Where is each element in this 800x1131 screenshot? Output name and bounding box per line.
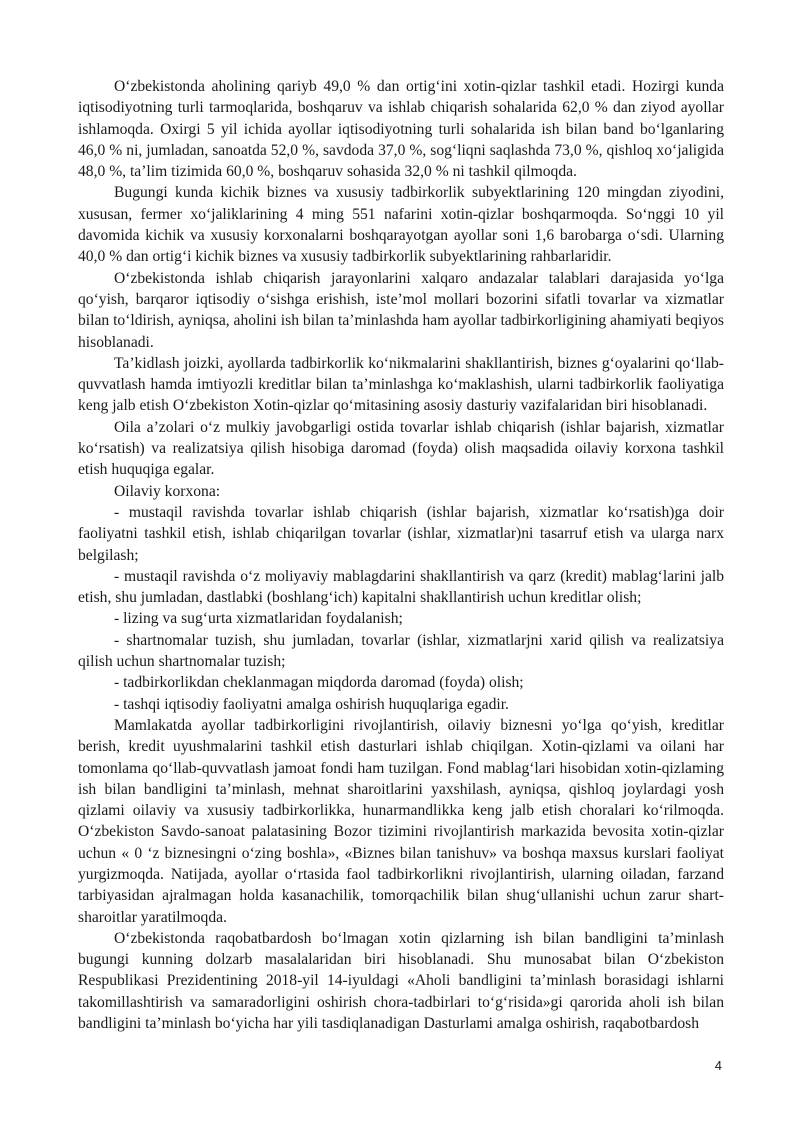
paragraph: Ta’kidlash joizki, ayollarda tadbirkorlik ko‘nikmalarini shakllantirish, biznes g‘oyalarini qo‘llab-quvvatlash hamda imtiyozli kreditlar bilan ta’minlashga ko‘maklashish, ularni tadbirkorlik faoliyatiga keng jalb etish O‘zbekiston Xotin-qizlar qo‘mitasining asosiy dasturiy vazifalaridan biri hisoblanadi. xyxy=(78,354,724,415)
paragraph: Oilaviy korxona: xyxy=(114,482,221,500)
list-item: - mustaqil ravishda tovarlar ishlab chiqarish (ishlar bajarish, xizmatlar ko‘rsatish)ga doir faoliyatni tashkil etish, ishlab chiqarilgan tovarlar (ishlar, xizmatlar)ni tasarruf etish va ularga narx belgilash; xyxy=(78,503,724,564)
list-item: - shartnomalar tuzish, shu jumladan, tovarlar (ishlar, xizmatlarjni xarid qilish va realizatsiya qilish uchun shartnomalar tuzish; xyxy=(78,631,724,671)
paragraph: O‘zbekistonda aholining qariyb 49,0 % dan ortig‘ini xotin-qizlar tashkil etadi. Hozirgi kunda iqtisodiyotning turli tarmoqlarida, boshqaruv va ishlab chiqarish sohalarida 62,0 % dan ziyod ayollar ishlamoqda. Oxirgi 5 yil ichida ayollar iqtisodiyotning turli sohalarida ish bilan band bo‘lganlaring 46,0 % ni, jumladan, sanoatda 52,0 %, savdoda 37,0 %, sog‘liqni saqlashda 73,0 %, qishloq xo‘jaligida 48,0 %, ta’lim tizimida 60,0 %, boshqaruv sohasida 32,0 % ni tashkil qilmoqda. xyxy=(78,78,724,181)
paragraph: Oila a’zolari o‘z mulkiy javobgarligi ostida tovarlar ishlab chiqarish (ishlar bajarish, xizmatlar ko‘rsatish) va realizatsiya qilish hisobiga daromad (foyda) olish maqsadida oilaviy korxona tashkil etish huquqiga egalar. xyxy=(78,418,724,479)
page-number: 4 xyxy=(714,1058,722,1073)
paragraph: O‘zbekistonda ishlab chiqarish jarayonlarini xalqaro andazalar talablari darajasida yo‘lga qo‘yish, barqaror iqtisodiy o‘sishga erishish, iste’mol mollari bozorini sifatli tovarlar va xizmatlar bilan to‘ldirish, ayniqsa, aholini ish bilan ta’minlashda ham ayollar tadbirkorligining ahamiyati beqiyos hisoblanadi. xyxy=(78,269,724,351)
list-item: - tadbirkorlikdan cheklanmagan miqdorda daromad (foyda) olish; xyxy=(114,674,524,692)
paragraph: Bugungi kunda kichik biznes va xususiy tadbirkorlik subyektlarining 120 mingdan ziyodini, xususan, fermer xo‘jaliklarining 4 ming 551 nafarini xotin-qizlar boshqarmoqda. So‘nggi 10 yil davomida kichik va xususiy korxonalarni boshqarayotgan ayollar soni 1,6 barobarga o‘sdi. Ularning 40,0 % dan ortig‘i kichik biznes va xususiy tadbirkorlik subyektlarining rahbarlaridir. xyxy=(78,184,724,266)
document-body xyxy=(78,76,724,1034)
list-item: - mustaqil ravishda o‘z moliyaviy mablagdarini shakllantirish va qarz (kredit) mablag‘larini jalb etish, shu jumladan, dastlabki (boshlang‘ich) kapitalni shakllantirish uchun kreditlar olish; xyxy=(78,567,724,607)
paragraph: Mamlakatda ayollar tadbirkorligini rivojlantirish, oilaviy biznesni yo‘lga qo‘yish, kreditlar berish, kredit uyushmalarini tashkil etish dasturlari ishlab chiqilgan. Xotin-qizlami va oilani har tomonlama qo‘llab-quvvatlash jamoat fondi ham tuzilgan. Fond mablag‘lari hisobidan xotin-qizlaming ish bilan bandligini ta’minlash, mehnat sharoitlarini yaxshilash, ayniqsa, qishloq joylardagi yosh qizlami oilaviy va xususiy tadbirkorlikka, hunarmandlikka keng jalb etish choralari ko‘rilmoqda. O‘zbekiston Savdo-sanoat palatasining Bozor tizimini rivojlantirish markazida bevosita xotin-qizlar uchun « 0 ‘z biznesingni o‘zing boshla», «Biznes bilan tanishuv» va boshqa maxsus kurslari faoliyat yurgizmoqda. Natijada, ayollar o‘rtasida faol tadbirkorlikni rivojlantirish, ularning oiladan, farzand tarbiyasidan ajralmagan holda kasanachilik, tomorqachilik bilan shug‘ullanishi uchun zarur shart-sharoitlar yaratilmoqda. xyxy=(78,716,724,926)
paragraph: O‘zbekistonda raqobatbardosh bo‘lmagan xotin qizlarning ish bilan bandligini ta’minlash bugungi kunning dolzarb masalalaridan biri hisoblanadi. Shu munosabat bilan O‘zbekiston Respublikasi Prezidentining 2018-yil 14-iyuldagi «Aholi bandligini ta’minlash borasidagi ishlarni takomillashtirish va samaradorligini oshirish chora-tadbirlari to‘g‘risida»gi qarorida aholi ish bilan bandligini ta’minlash bo‘yicha har yili tasdiqlanadigan Dasturlami amalga oshirish, raqabotbardosh xyxy=(78,929,724,1033)
list-item: - lizing va sug‘urta xizmatlaridan foydalanish; xyxy=(114,610,403,628)
list-item: - tashqi iqtisodiy faoliyatni amalga oshirish huquqlariga egadir. xyxy=(114,695,509,713)
